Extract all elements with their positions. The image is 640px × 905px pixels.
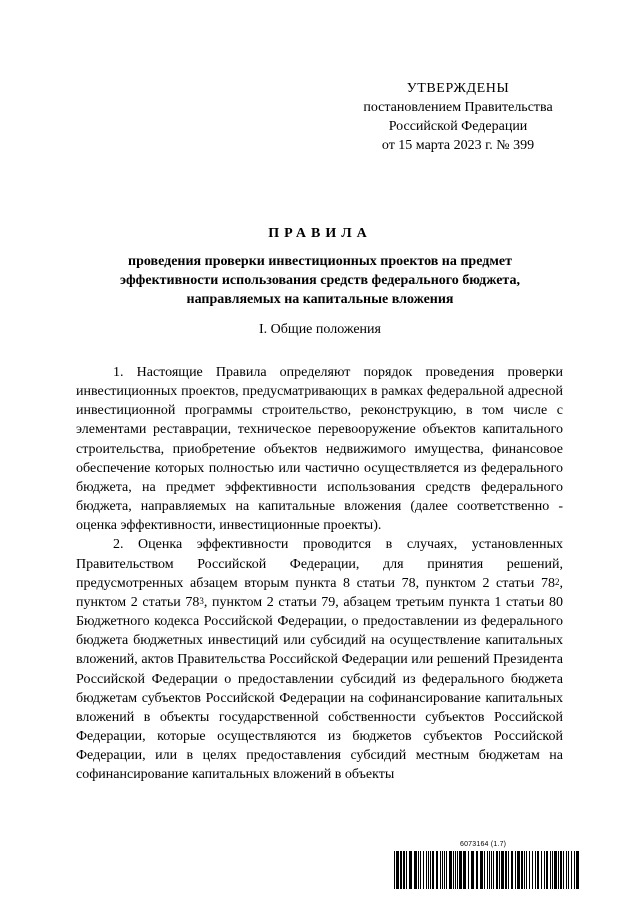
- barcode-bar: [463, 851, 466, 889]
- barcode-bar: [484, 851, 485, 889]
- barcode-bar: [508, 851, 509, 889]
- barcode-bar: [487, 851, 488, 889]
- barcode-bar: [455, 851, 456, 889]
- barcode-bar: [526, 851, 527, 889]
- barcode-bar: [471, 851, 474, 889]
- barcode-bar: [491, 851, 492, 889]
- barcode-bar: [440, 851, 441, 889]
- barcode-bar: [426, 851, 427, 889]
- barcode-bar: [576, 851, 579, 889]
- section-heading: I. Общие положения: [259, 322, 381, 337]
- paragraph-1: 1. Настоящие Правила определяют порядок проведения проверки инвестиционных проектов, предусматривающих в рамках федеральной адресной инвестиционной программы строительство, реконструкцию, в том числе с элементами реставрации, техническое перевооружение объектов капитального строительства, приобретение объектов недвижимого имущества, финансовое обеспечение которых полностью или частично осуществляется из федерального бюджета, на предмет эффективности использования средств федерального бюджета, направляемых на капитальные вложения (далее соответственно - оценка эффективности, инвестиционные проекты).: [76, 365, 563, 534]
- barcode-bar: [428, 851, 429, 889]
- barcode-bar: [566, 851, 567, 889]
- barcode-bar: [442, 851, 443, 889]
- barcode-bar: [554, 851, 557, 889]
- barcode-bar: [423, 851, 424, 889]
- approval-line-1: постановлением Правительства: [363, 100, 553, 115]
- barcode-bar: [517, 851, 520, 889]
- barcode-bar: [406, 851, 407, 889]
- barcode-bar: [499, 851, 500, 889]
- barcode-bar: [552, 851, 553, 889]
- barcode-bars: [394, 851, 580, 889]
- barcode-bar: [546, 851, 548, 889]
- document-subtitle: [60, 252, 580, 309]
- paragraph-2: [76, 535, 563, 784]
- barcode-bar: [493, 851, 494, 889]
- barcode-bar: [396, 851, 399, 889]
- barcode-bar: [457, 851, 458, 889]
- barcode-bar: [537, 851, 539, 889]
- document-title: ПРАВИЛА: [268, 226, 372, 241]
- barcode-bar: [394, 851, 395, 889]
- barcode-bar: [529, 851, 530, 889]
- barcode-bar: [436, 851, 438, 889]
- superscript-2: 2: [555, 576, 560, 587]
- barcode-bar: [432, 851, 434, 889]
- barcode-bar: [489, 851, 490, 889]
- barcode-bar: [568, 851, 569, 889]
- barcode-bar: [420, 851, 421, 889]
- barcode-bar: [515, 851, 516, 889]
- barcode-bar: [574, 851, 575, 889]
- barcode-bar: [476, 851, 478, 889]
- barcode-bar: [544, 851, 545, 889]
- barcode-bar: [511, 851, 513, 889]
- paragraph-2-part-3: , пунктом 2 статьи 79, абзацем третьим пункта 1 статьи 80 Бюджетного кодекса Российской Федерации, о предоставлении из федерального бюджета бюджетных инвестиций или субсидий на осуществление капитальных вложений, актов Правительства Российской Федерации или решений Президента Российской Федерации о предоставлении субсидий из федерального бюджета бюджетам субъектов Российской Федерации на софинансирование капитальных вложений в объекты государственной собственности субъектов Российской Федерации, которые осуществляются из бюджетов субъектов Российской Федерации, или в целях предоставления субсидий местным бюджетам на софинансирование капитальных вложений в объекты: [76, 594, 563, 783]
- barcode-bar: [403, 851, 405, 889]
- barcode-bar: [532, 851, 533, 889]
- barcode-bar: [563, 851, 564, 889]
- subtitle-line-1: проведения проверки инвестиционных проектов на предмет: [128, 254, 512, 269]
- approval-heading: УТВЕРЖДЕНЫ: [406, 81, 510, 96]
- barcode-bar: [430, 851, 431, 889]
- barcode-bar: [453, 851, 454, 889]
- barcode-bar: [480, 851, 483, 889]
- barcode-bar: [459, 851, 462, 889]
- subtitle-line-2: эффективности использования средств федерального бюджета,: [120, 273, 520, 288]
- barcode-label: 6073164 (1.7): [460, 841, 507, 848]
- paragraph-2-part-1: 2. Оценка эффективности проводится в случаях, установленных Правительством Российской Федерации, для принятия решений, предусмотренных абзацем вторым пункта 8 статьи 78, пунктом 2 статьи 78: [76, 537, 563, 591]
- barcode-bar: [418, 851, 419, 889]
- barcode-bar: [560, 851, 562, 889]
- approval-stamp: [340, 79, 576, 155]
- barcode-bar: [444, 851, 445, 889]
- barcode-bar: [446, 851, 447, 889]
- paragraph-2-part-2: , пунктом 2 статьи 78: [76, 575, 563, 610]
- barcode-bar: [558, 851, 559, 889]
- barcode-bar: [496, 851, 498, 889]
- subtitle-line-3: направляемых на капитальные вложения: [186, 292, 454, 307]
- barcode-bar: [400, 851, 402, 889]
- barcode-bar: [541, 851, 542, 889]
- barcode-bar: [505, 851, 507, 889]
- barcode-bar: [524, 851, 525, 889]
- barcode-bar: [409, 851, 412, 889]
- approval-line-2: Российской Федерации: [388, 119, 528, 134]
- document-body: [76, 363, 563, 784]
- approval-line-3: от 15 марта 2023 г. № 399: [381, 138, 535, 153]
- barcode-bar: [571, 851, 572, 889]
- barcode: [394, 841, 580, 891]
- barcode-bar: [468, 851, 469, 889]
- barcode-bar: [550, 851, 551, 889]
- barcode-bar: [501, 851, 504, 889]
- barcode-bar: [535, 851, 536, 889]
- barcode-bar: [521, 851, 523, 889]
- barcode-bar: [449, 851, 452, 889]
- superscript-3: 3: [199, 595, 204, 606]
- barcode-bar: [414, 851, 417, 889]
